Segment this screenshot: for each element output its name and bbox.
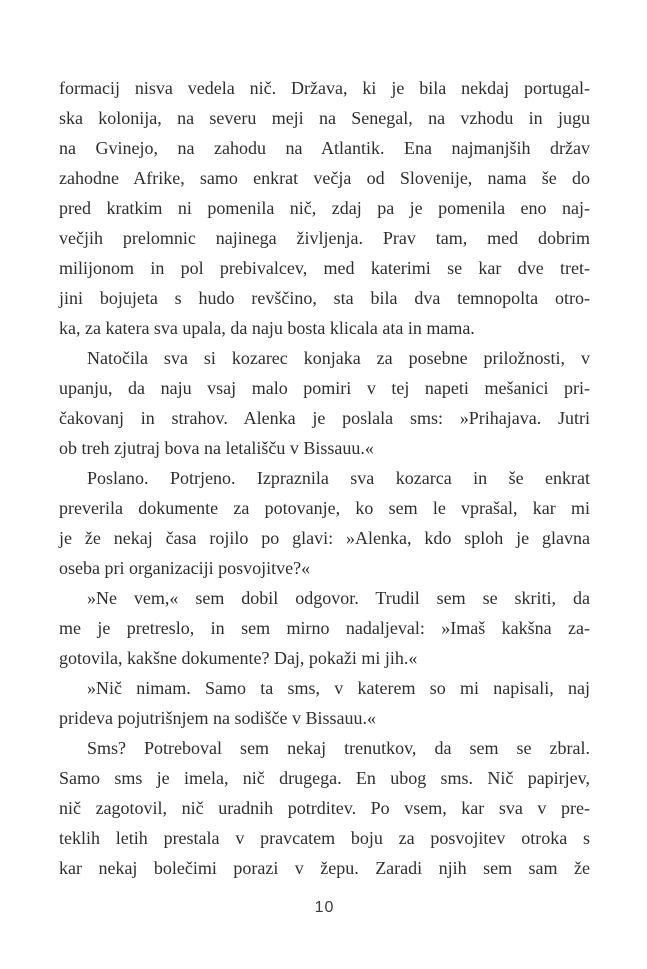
text-line: prideva pojutrišnjem na sodišče v Bissauu.« bbox=[59, 708, 376, 728]
text-line: Poslano. Potrjeno. Izpraznila sva kozarca in še enkrat bbox=[87, 468, 590, 488]
paragraph bbox=[59, 673, 590, 733]
text-line: ska kolonija, na severu meji na Senegal, na vzhodu in jugu bbox=[59, 108, 590, 128]
text-line: ka, za katera sva upala, da naju bosta klicala ata in mama. bbox=[59, 318, 475, 338]
text-line: kar nekaj bolečimi porazi v žepu. Zaradi njih sem sam že bbox=[59, 858, 590, 878]
paragraph bbox=[59, 583, 590, 673]
text-line: preverila dokumente za potovanje, ko sem le vprašal, kar mi bbox=[59, 498, 590, 518]
text-line: večjih prelomnic najinega življenja. Prav tam, med dobrim bbox=[59, 228, 590, 248]
text-line: upanju, da naju vsaj malo pomiri v tej napeti mešanici pri- bbox=[59, 378, 590, 398]
text-line: gotovila, kakšne dokumente? Daj, pokaži mi jih.« bbox=[59, 648, 418, 668]
paragraph bbox=[59, 343, 590, 463]
paragraph bbox=[59, 463, 590, 583]
paragraph bbox=[59, 733, 590, 883]
text-line: jini bojujeta s hudo revščino, sta bila dva temnopolta otro- bbox=[59, 288, 590, 308]
text-line: Natočila sva si kozarec konjaka za posebne priložnosti, v bbox=[87, 348, 590, 368]
text-line: »Ne vem,« sem dobil odgovor. Trudil sem se skriti, da bbox=[87, 588, 590, 608]
text-line: pred kratkim ni pomenila nič, zdaj pa je pomenila eno naj- bbox=[59, 198, 590, 218]
text-line: je že nekaj časa rojilo po glavi: »Alenka, kdo sploh je glavna bbox=[59, 528, 590, 548]
text-line: čakovanj in strahov. Alenka je poslala sms: »Prihajava. Jutri bbox=[59, 408, 590, 428]
text-line: oseba pri organizaciji posvojitve?« bbox=[59, 558, 311, 578]
text-line: »Nič nimam. Samo ta sms, v katerem so mi napisali, naj bbox=[87, 678, 590, 698]
page-number: 10 bbox=[314, 899, 335, 916]
text-line: na Gvinejo, na zahodu na Atlantik. Ena najmanjših držav bbox=[59, 138, 590, 158]
paragraph bbox=[59, 73, 590, 343]
text-line: ob treh zjutraj bova na letališču v Bissauu.« bbox=[59, 438, 374, 458]
text-line: nič zagotovil, nič uradnih potrditev. Po vsem, kar sva v pre- bbox=[59, 798, 590, 818]
text-line: milijonom in pol prebivalcev, med katerimi se kar dve tret- bbox=[59, 258, 590, 278]
text-line: Sms? Potreboval sem nekaj trenutkov, da sem se zbral. bbox=[87, 738, 590, 758]
text-line: me je pretreslo, in sem mirno nadaljeval: »Imaš kakšna za- bbox=[59, 618, 590, 638]
text-line: formacij nisva vedela nič. Država, ki je bila nekdaj portugal- bbox=[59, 78, 590, 98]
page-text bbox=[59, 73, 590, 883]
text-line: Samo sms je imela, nič drugega. En ubog sms. Nič papirjev, bbox=[59, 768, 590, 788]
text-line: teklih letih prestala v pravcatem boju za posvojitev otroka s bbox=[59, 828, 590, 848]
text-line: zahodne Afrike, samo enkrat večja od Slovenije, nama še do bbox=[59, 168, 590, 188]
